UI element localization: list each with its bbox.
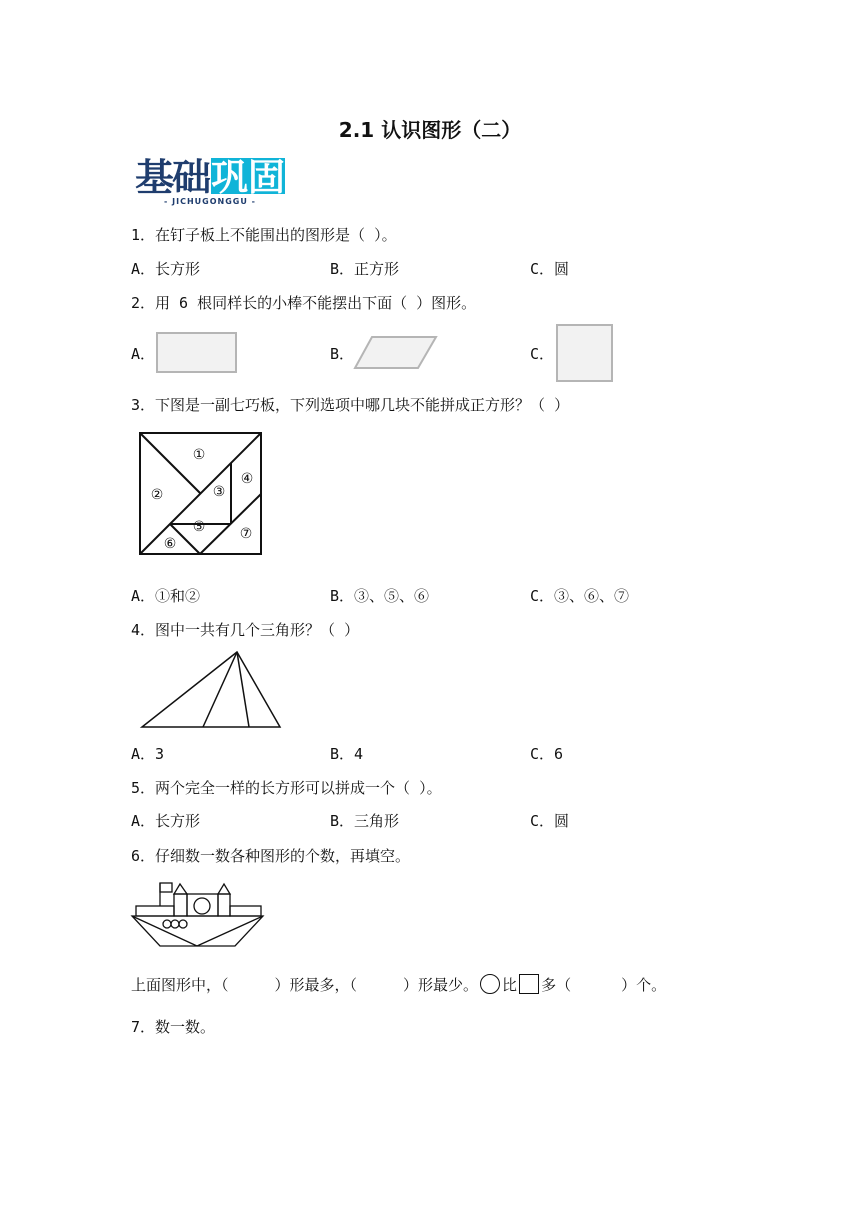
square-shape xyxy=(556,324,614,383)
parallelogram-shape xyxy=(354,335,438,371)
rectangle-shape xyxy=(156,332,238,374)
svg-text:巩固: 巩固 xyxy=(211,156,285,199)
tangram-piece-2: ② xyxy=(150,487,164,503)
question-4-option-c: C．6 xyxy=(530,745,564,763)
question-4-option-a: A．3 xyxy=(131,745,165,763)
question-5-option-a: A．长方形 xyxy=(131,812,201,830)
question-3-option-b: B．③、⑤、⑥ xyxy=(330,587,430,605)
tangram-figure xyxy=(139,432,263,555)
question-3-option-c: C．③、⑥、⑦ xyxy=(530,587,630,605)
tangram-piece-6: ⑥ xyxy=(163,536,177,552)
fill-part-3: ）形最少。 xyxy=(403,976,479,994)
question-1-option-a: A．长方形 xyxy=(131,260,201,278)
question-1-stem: 1．在钉子板上不能围出的图形是（ ）。 xyxy=(131,226,397,244)
tangram-piece-3: ③ xyxy=(212,484,226,500)
svg-text:基础: 基础 xyxy=(135,156,212,199)
svg-text:- JICHUGONGGU -: - JICHUGONGGU - xyxy=(164,197,256,206)
section-badge xyxy=(135,156,287,208)
question-1-option-b: B．正方形 xyxy=(330,260,400,278)
fill-part-4: 比 xyxy=(502,976,518,994)
fill-part-5: 多（ xyxy=(541,976,572,994)
question-7-stem: 7．数一数。 xyxy=(131,1018,216,1036)
question-5-option-c: C．圆 xyxy=(530,812,570,830)
question-2-option-a: A． xyxy=(131,345,156,363)
fill-part-6: ）个。 xyxy=(621,976,667,994)
question-6-fill-sentence xyxy=(131,974,666,995)
question-3-option-a: A．①和② xyxy=(131,587,201,605)
question-5-option-b: B．三角形 xyxy=(330,812,400,830)
triangle-figure xyxy=(139,650,283,730)
tangram-piece-1: ① xyxy=(192,447,206,463)
question-4-stem: 4．图中一共有几个三角形？（ ） xyxy=(131,621,360,639)
question-4-option-b: B．4 xyxy=(330,745,364,763)
question-3-stem: 3．下图是一副七巧板，下列选项中哪几块不能拼成正方形？（ ） xyxy=(131,396,570,414)
question-6-stem: 6．仔细数一数各种图形的个数，再填空。 xyxy=(131,847,411,865)
question-1-option-c: C．圆 xyxy=(530,260,570,278)
tangram-piece-7: ⑦ xyxy=(239,526,253,542)
tangram-piece-5: ⑤ xyxy=(192,519,206,535)
fill-part-1: 上面图形中，（ xyxy=(131,976,229,994)
question-5-stem: 5．两个完全一样的长方形可以拼成一个（ ）。 xyxy=(131,779,442,797)
fill-part-2: ）形最多，（ xyxy=(274,976,358,994)
boat-figure xyxy=(130,880,266,950)
square-icon xyxy=(519,974,539,994)
circle-icon xyxy=(480,974,500,994)
question-2-option-b: B． xyxy=(330,345,355,363)
tangram-piece-4: ④ xyxy=(240,471,254,487)
question-2-stem: 2．用 6 根同样长的小棒不能摆出下面（ ）图形。 xyxy=(131,294,477,312)
page-title: 2.1 认识图形（二） xyxy=(338,118,522,142)
question-2-option-c: C． xyxy=(530,345,555,363)
